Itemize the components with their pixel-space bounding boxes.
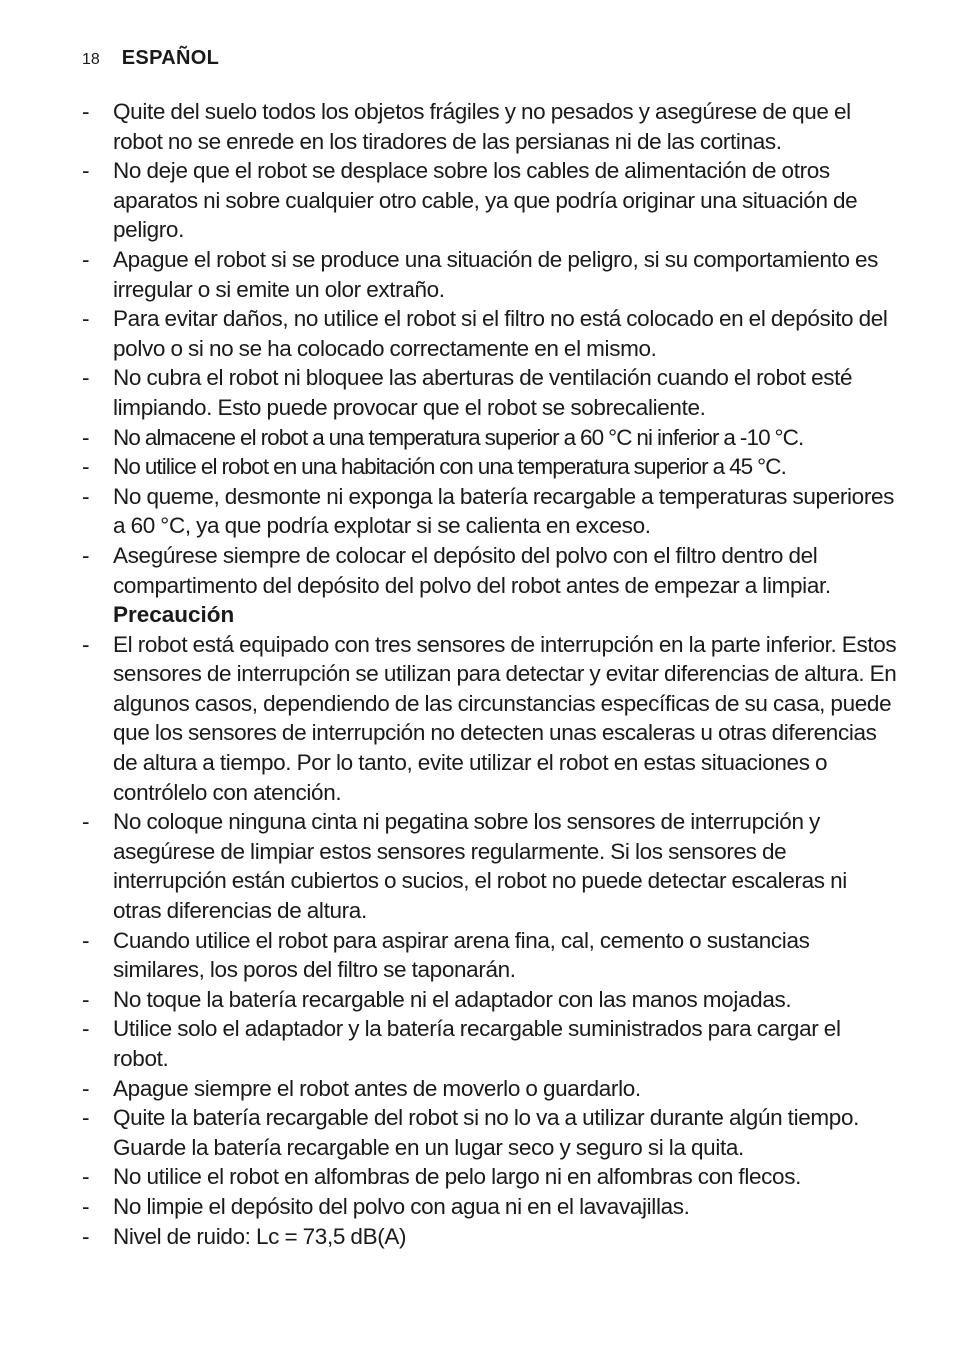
bullet-dash: - [82,631,90,657]
bullet-dash: - [82,454,89,480]
list-item [82,807,900,925]
list-item-text: El robot está equipado con tres sensores de interrupción en la parte inferior. Estos sensores de interrupción se utilizan para detectar y evitar diferencias de altura. En algunos casos, dependiendo de las circunstancias específicas de su casa, puede que los sensores de interrupción no detecten unas escaleras u otras diferencias de altura a tiempo. Por lo tanto, evite utilizar el robot en estas situaciones o contrólelo con atención. [113,631,897,805]
list-item [82,1103,900,1162]
list-item-text: Utilice solo el adaptador y la batería recargable suministrados para cargar el robot. [113,1016,841,1071]
bullet-dash: - [82,424,89,450]
bullet-dash: - [82,542,90,568]
bullet-dash: - [82,306,90,332]
bullet-dash: - [82,809,90,835]
list-item [82,1014,900,1073]
list-item [82,630,900,808]
list-item [82,423,900,453]
list-item [82,156,900,245]
list-item-text: No deje que el robot se desplace sobre los cables de alimentación de otros aparatos ni sobre cualquier otro cable, ya que podría originar una situación de peligro. [113,158,858,243]
bullet-dash: - [82,158,90,184]
list-item [82,541,900,600]
bullet-dash: - [82,1016,90,1042]
list-item [82,985,900,1015]
page-body [82,97,900,1251]
bullet-dash: - [82,99,90,124]
list-item-text: Quite del suelo todos los objetos frágiles y no pesados y asegúrese de que el robot no se enrede en los tiradores de las persianas ni de las cortinas. [113,99,851,154]
list-item-text: No utilice el robot en alfombras de pelo largo ni en alfombras con flecos. [113,1164,801,1190]
caution-heading: Precaución [113,602,235,628]
list-item-text: No coloque ninguna cinta ni pegatina sobre los sensores de interrupción y asegúrese de limpiar estos sensores regularmente. Si los sensores de interrupción están cubiertos o sucios, el robot no puede detectar escaleras ni otras diferencias de altura. [113,809,847,924]
list-item [82,1074,900,1104]
list-item-text: Asegúrese siempre de colocar el depósito del polvo con el filtro dentro del compartimento del depósito del polvo del robot antes de empezar a limpiar. [113,542,831,598]
list-item [82,1162,900,1192]
bullet-dash: - [82,927,90,953]
bullet-dash: - [82,1193,90,1219]
list-item [82,482,900,541]
list-item [82,1192,900,1222]
list-item [82,452,900,482]
bullet-dash: - [82,1164,90,1190]
page-number: 18 [82,51,100,68]
list-item [82,926,900,985]
page-header [82,47,219,70]
list-item-text: No utilice el robot en una habitación con una temperatura superior a 45 °C. [113,454,786,480]
list-item-text: No almacene el robot a una temperatura superior a 60 °C ni inferior a -10 °C. [113,424,804,450]
list-item-text: Apague el robot si se produce una situación de peligro, si su comportamiento es irregular o si emite un olor extraño. [113,246,879,302]
list-item-text: Para evitar daños, no utilice el robot si el filtro no está colocado en el depósito del polvo o si no se ha colocado correctamente en el mismo. [113,306,888,361]
list-item-text: No cubra el robot ni bloquee las aberturas de ventilación cuando el robot esté limpiando. Esto puede provocar que el robot se sobrecaliente. [113,365,853,420]
list-item-text: Cuando utilice el robot para aspirar arena fina, cal, cemento o sustancias similares, los poros del filtro se taponarán. [113,927,810,983]
bullet-dash: - [82,1105,90,1131]
warning-list [82,97,900,600]
list-item-text: No queme, desmonte ni exponga la batería recargable a temperaturas superiores a 60 °C, ya que podría explotar si se calienta en exceso. [113,483,895,539]
list-item [82,97,900,156]
bullet-dash: - [82,1223,90,1249]
list-item-text: Quite la batería recargable del robot si no lo va a utilizar durante algún tiempo. Guarde la batería recargable en un lugar seco y seguro si la quita. [113,1105,860,1160]
list-item-text: Apague siempre el robot antes de moverlo o guardarlo. [113,1075,641,1101]
caution-list [82,630,900,1251]
list-item-text: No toque la batería recargable ni el adaptador con las manos mojadas. [113,986,792,1012]
bullet-dash: - [82,246,90,272]
bullet-dash: - [82,365,90,391]
bullet-dash: - [82,483,90,509]
list-item [82,1222,900,1252]
list-item [82,363,900,422]
list-item [82,304,900,363]
list-item [82,245,900,304]
bullet-dash: - [82,1075,90,1101]
list-item-text: Nivel de ruido: Lc = 73,5 dB(A) [113,1223,407,1249]
language-label: ESPAÑOL [121,47,220,69]
bullet-dash: - [82,986,90,1012]
list-item-text: No limpie el depósito del polvo con agua ni en el lavavajillas. [113,1193,690,1219]
